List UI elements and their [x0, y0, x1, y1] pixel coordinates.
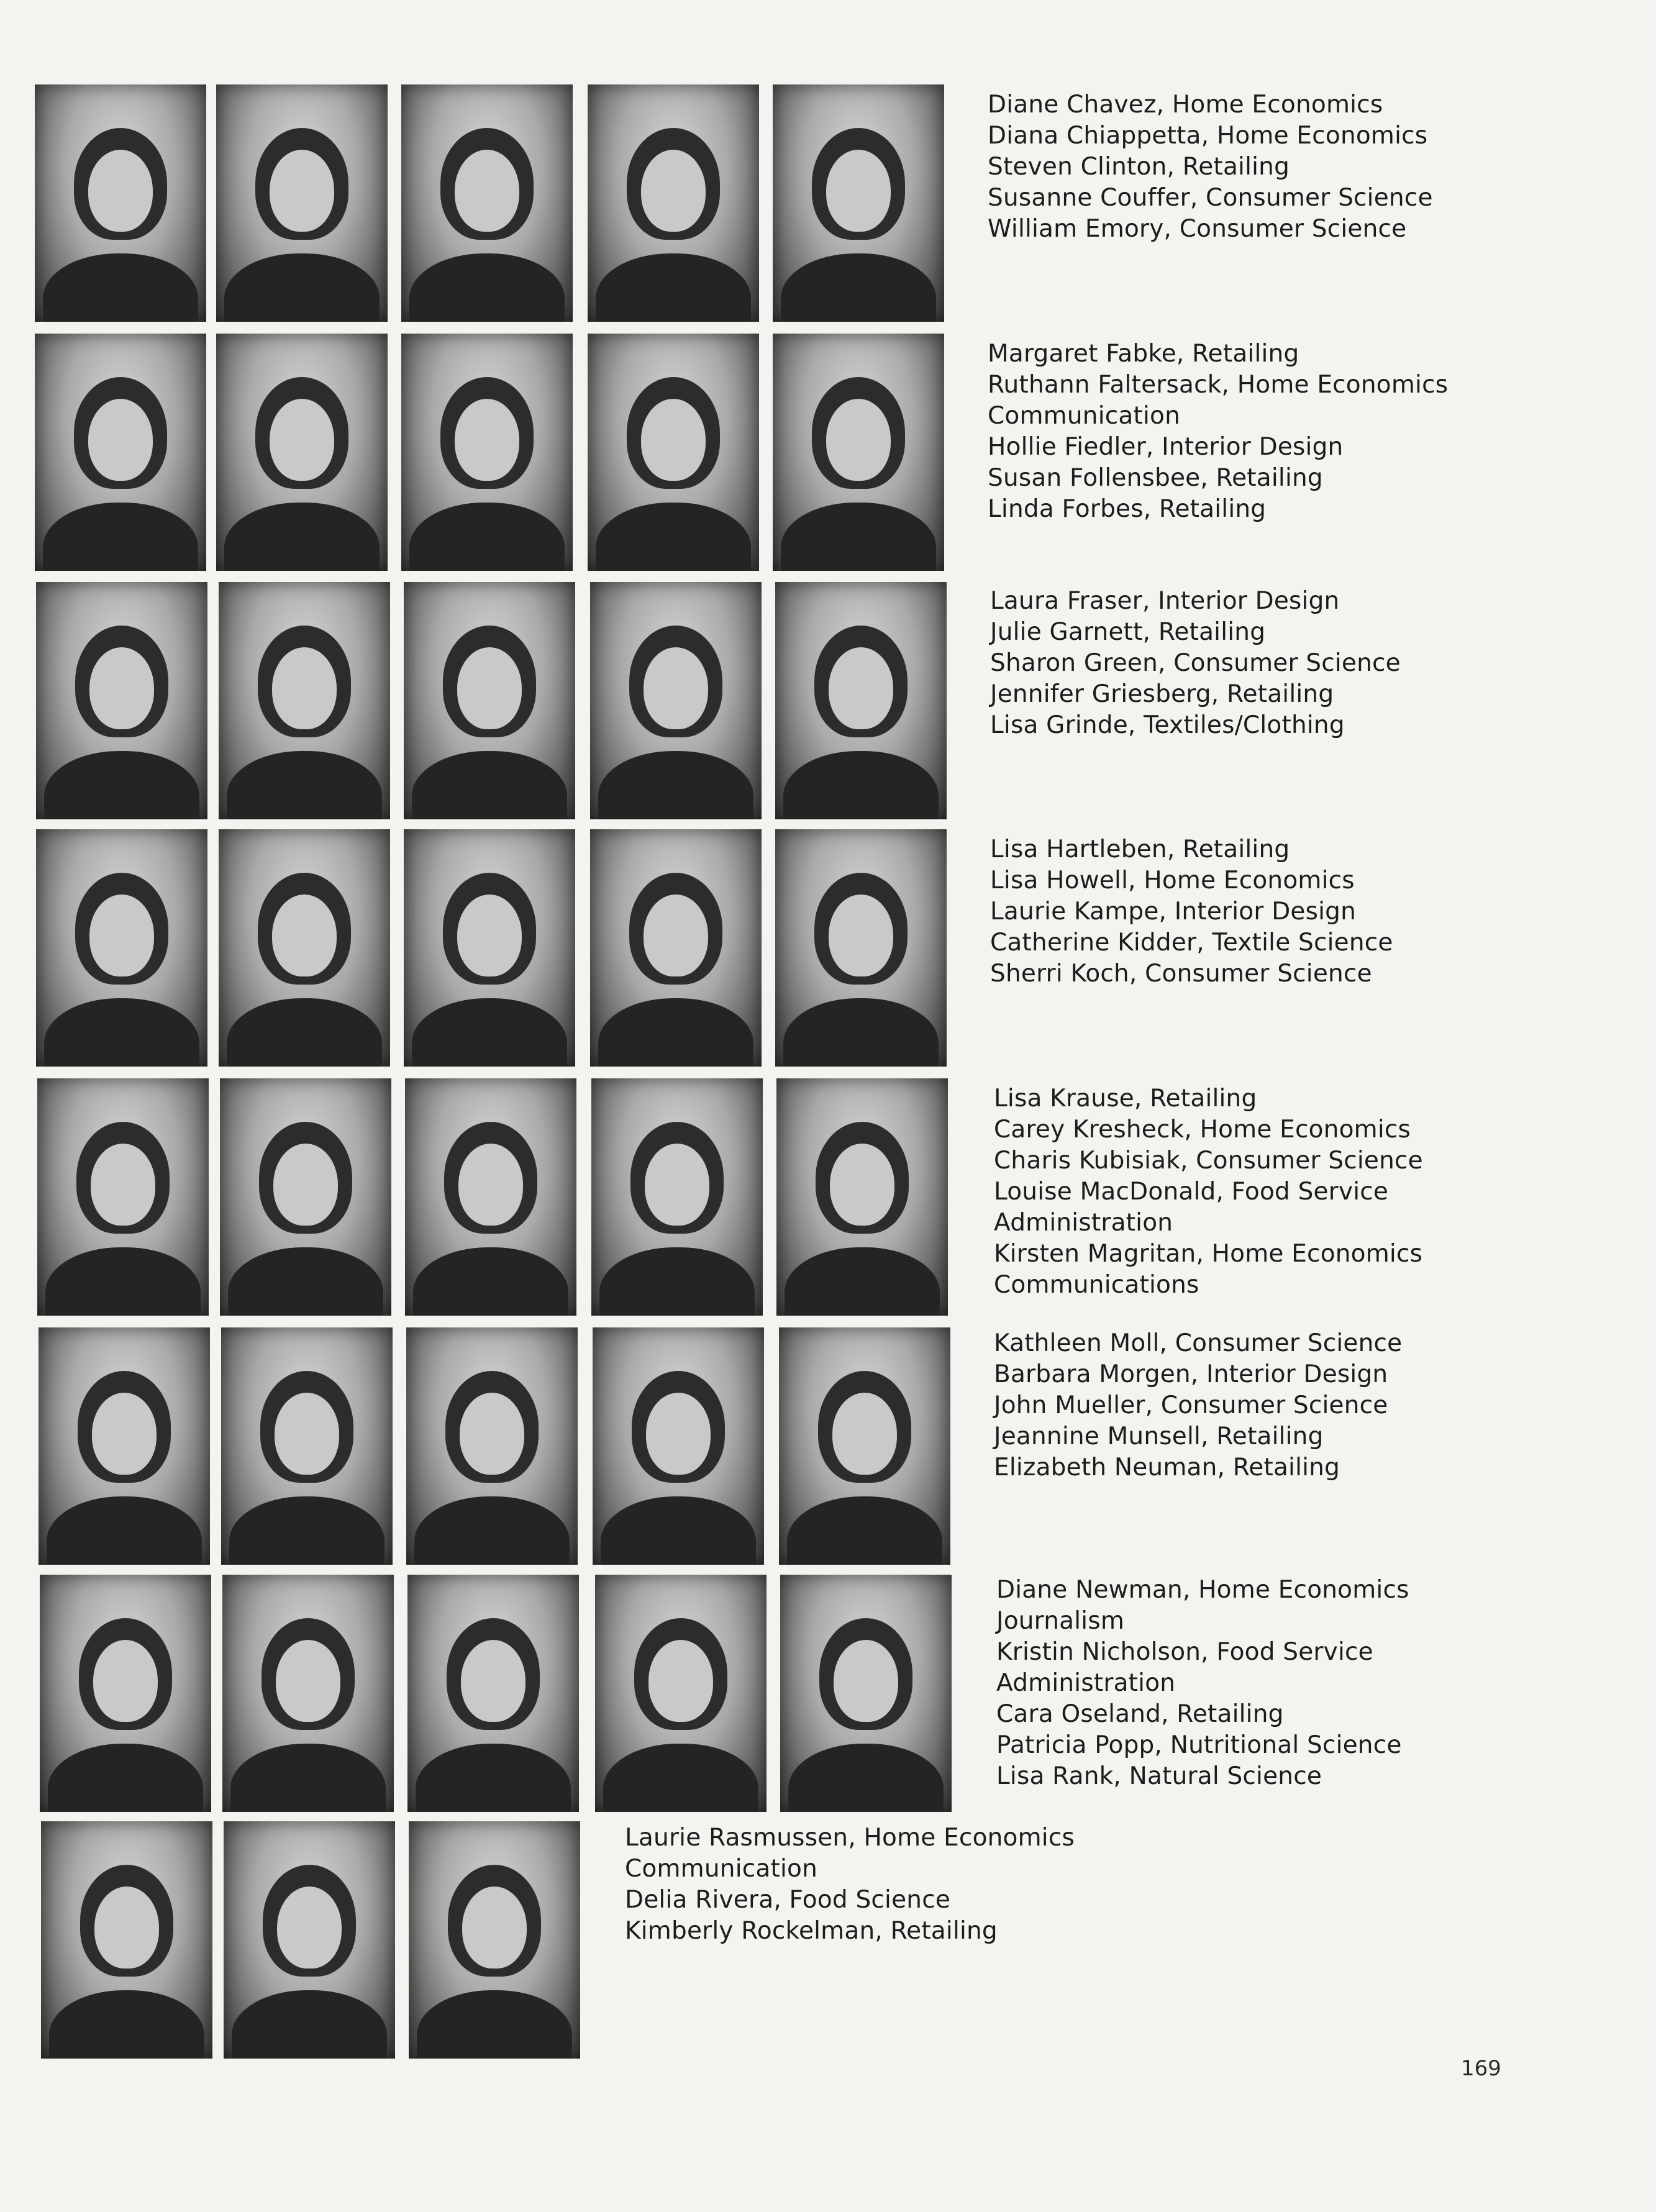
- portrait-photo: [406, 1327, 578, 1565]
- portrait-photo: [401, 334, 573, 571]
- portrait-photo: [407, 1575, 579, 1812]
- portrait-photo: [35, 334, 206, 571]
- portrait-photo: [224, 1821, 395, 2059]
- name-caption: Margaret Fabke, Retailing: [988, 340, 1299, 368]
- portrait-photo: [36, 582, 207, 819]
- name-caption: Charis Kubisiak, Consumer Science: [994, 1147, 1423, 1175]
- portrait-photo: [780, 1575, 952, 1812]
- name-caption-list: [988, 339, 1448, 525]
- name-caption-list: [990, 586, 1401, 741]
- portrait-photo: [590, 829, 762, 1067]
- portrait-photo: [37, 1078, 209, 1316]
- portrait-photo: [39, 1327, 210, 1565]
- name-caption-list: [996, 1575, 1409, 1792]
- name-caption-list: [988, 89, 1433, 245]
- portrait-photo: [773, 334, 944, 571]
- portrait-photo: [588, 84, 759, 322]
- portrait-photo: [36, 829, 207, 1067]
- name-caption: Lisa Rank, Natural Science: [996, 1762, 1322, 1790]
- portrait-photo: [35, 84, 206, 322]
- portrait-photo: [593, 1327, 764, 1565]
- portrait-photo: [219, 829, 390, 1067]
- name-caption-list: [625, 1823, 1075, 1947]
- name-caption: Delia Rivera, Food Science: [625, 1886, 951, 1914]
- name-caption: Susanne Couffer, Consumer Science: [988, 184, 1433, 212]
- name-caption: Sherri Koch, Consumer Science: [990, 960, 1372, 988]
- portrait-photo: [216, 334, 388, 571]
- name-caption: Laurie Rasmussen, Home Economics: [625, 1824, 1075, 1852]
- name-caption: Susan Follensbee, Retailing: [988, 464, 1323, 492]
- name-caption: Steven Clinton, Retailing: [988, 153, 1290, 181]
- name-caption: Sharon Green, Consumer Science: [990, 649, 1401, 677]
- name-caption: Kimberly Rockelman, Retailing: [625, 1917, 998, 1945]
- name-caption: Julie Garnett, Retailing: [990, 618, 1266, 646]
- name-caption: Hollie Fiedler, Interior Design: [988, 433, 1344, 461]
- name-caption: Laura Fraser, Interior Design: [990, 587, 1340, 615]
- name-caption: John Mueller, Consumer Science: [994, 1391, 1388, 1419]
- name-caption: Communication: [625, 1855, 817, 1883]
- name-caption: Kristin Nicholson, Food Service: [996, 1638, 1373, 1666]
- name-caption: William Emory, Consumer Science: [988, 215, 1407, 243]
- name-caption-list: [990, 834, 1393, 990]
- name-caption: Administration: [994, 1209, 1173, 1237]
- name-caption-list: [994, 1083, 1423, 1301]
- name-caption: Diane Newman, Home Economics: [996, 1576, 1409, 1604]
- portrait-photo: [591, 1078, 763, 1316]
- page-number: 169: [1461, 2056, 1501, 2081]
- portrait-photo: [590, 582, 762, 819]
- portrait-photo: [779, 1327, 950, 1565]
- name-caption: Kathleen Moll, Consumer Science: [994, 1329, 1403, 1357]
- portrait-photo: [401, 84, 573, 322]
- portrait-photo: [404, 582, 575, 819]
- portrait-photo: [40, 1575, 211, 1812]
- portrait-photo: [775, 582, 947, 819]
- name-caption: Lisa Hartleben, Retailing: [990, 835, 1290, 863]
- portrait-photo: [775, 829, 947, 1067]
- portrait-photo: [776, 1078, 948, 1316]
- name-caption: Lisa Krause, Retailing: [994, 1085, 1257, 1113]
- portrait-photo: [588, 334, 759, 571]
- name-caption: Carey Kresheck, Home Economics: [994, 1116, 1411, 1144]
- name-caption: Communications: [994, 1271, 1199, 1299]
- portrait-photo: [216, 84, 388, 322]
- portrait-photo: [404, 829, 575, 1067]
- name-caption-list: [994, 1328, 1402, 1483]
- name-caption: Jeannine Munsell, Retailing: [994, 1422, 1324, 1450]
- name-caption: Jennifer Griesberg, Retailing: [990, 680, 1334, 708]
- name-caption: Kirsten Magritan, Home Economics: [994, 1240, 1423, 1268]
- portrait-photo: [220, 1078, 391, 1316]
- portrait-photo: [405, 1078, 576, 1316]
- name-caption: Catherine Kidder, Textile Science: [990, 929, 1393, 957]
- portrait-photo: [595, 1575, 767, 1812]
- portrait-photo: [221, 1327, 393, 1565]
- portrait-photo: [773, 84, 944, 322]
- name-caption: Linda Forbes, Retailing: [988, 495, 1267, 523]
- name-caption: Diana Chiappetta, Home Economics: [988, 122, 1428, 150]
- name-caption: Ruthann Faltersack, Home Economics: [988, 371, 1449, 399]
- name-caption: Barbara Morgen, Interior Design: [994, 1360, 1388, 1388]
- portrait-photo: [219, 582, 390, 819]
- name-caption: Louise MacDonald, Food Service: [994, 1178, 1389, 1206]
- name-caption: Elizabeth Neuman, Retailing: [994, 1454, 1340, 1481]
- name-caption: Laurie Kampe, Interior Design: [990, 898, 1357, 926]
- name-caption: Communication: [988, 402, 1180, 430]
- name-caption: Lisa Grinde, Textiles/Clothing: [990, 711, 1345, 739]
- name-caption: Journalism: [996, 1607, 1125, 1635]
- name-caption: Lisa Howell, Home Economics: [990, 867, 1355, 894]
- portrait-photo: [409, 1821, 580, 2059]
- portrait-photo: [41, 1821, 212, 2059]
- name-caption: Diane Chavez, Home Economics: [988, 91, 1383, 119]
- portrait-photo: [222, 1575, 394, 1812]
- name-caption: Administration: [996, 1669, 1176, 1697]
- name-caption: Cara Oseland, Retailing: [996, 1700, 1284, 1728]
- name-caption: Patricia Popp, Nutritional Science: [996, 1731, 1402, 1759]
